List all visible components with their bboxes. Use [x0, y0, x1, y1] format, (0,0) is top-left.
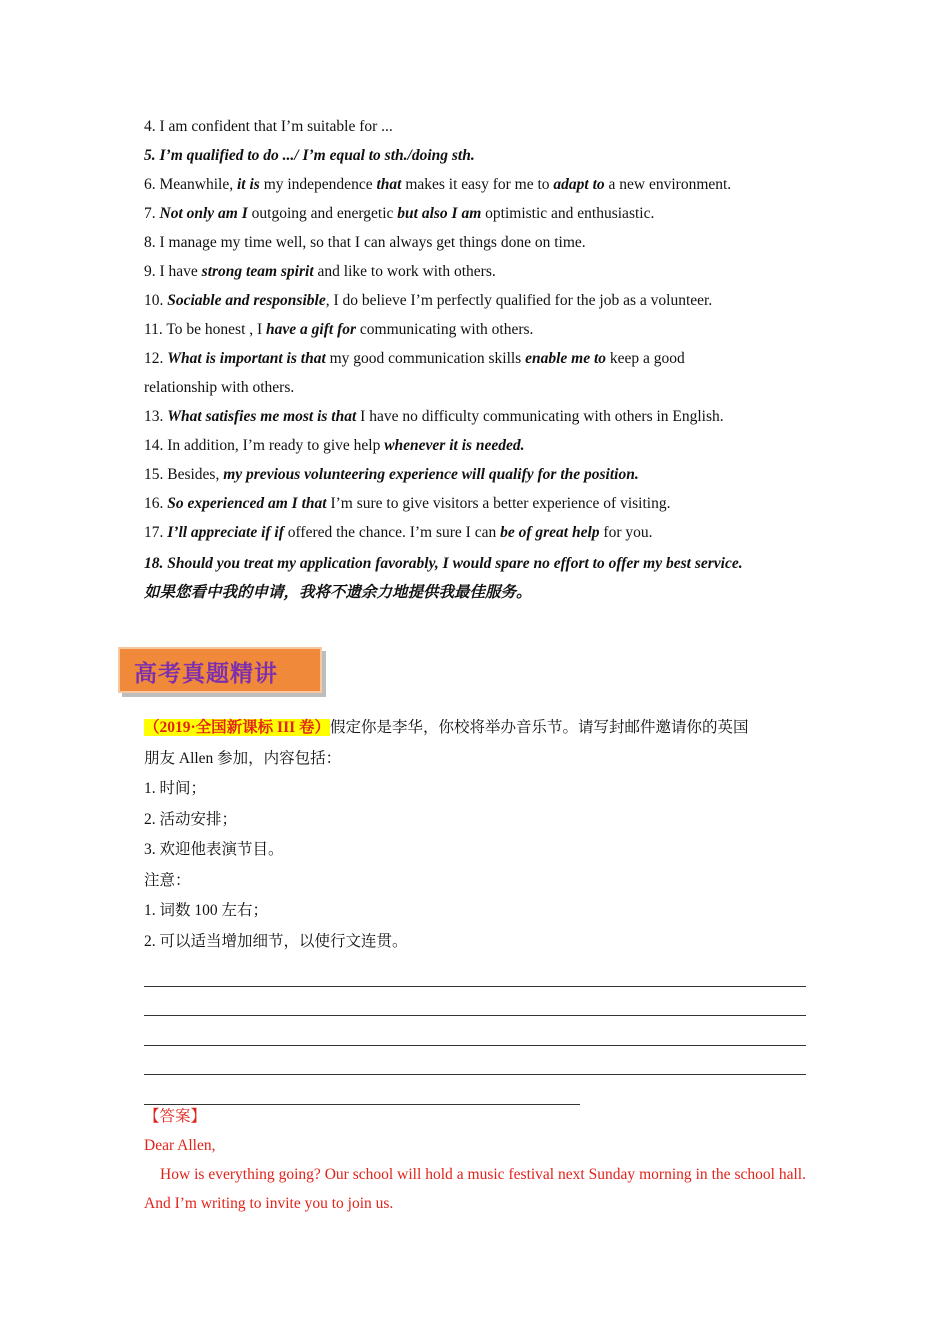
blank-line — [144, 1016, 806, 1046]
task-source-highlight: （2019·全国新课标 III 卷） — [144, 719, 331, 736]
section-banner-box — [118, 647, 322, 693]
answer-body: How is everything going? Our school will hold a music festival next Sunday morning in the school hall. And I’m writing to invite you to join us. — [144, 1166, 806, 1212]
sentence-17: 17. I’ll appreciate if if offered the chance. I’m sure I can be of great help for you. — [144, 524, 653, 541]
task-item-1: 1. 时间； — [144, 780, 207, 797]
sentence-11: 11. To be honest , I have a gift for communicating with others. — [144, 321, 534, 338]
sentence-12-cont: relationship with others. — [144, 379, 295, 396]
section-title: 高考真题精讲 — [134, 661, 278, 687]
sentence-8: 8. I manage my time well, so that I can always get things done on time. — [144, 234, 586, 251]
task-prompt: （2019·全国新课标 III 卷）假定你是李华，你校将举办音乐节。请写封邮件邀请你的英国 — [144, 719, 749, 736]
blank-line-short — [144, 1075, 580, 1105]
task-note-2: 2. 可以适当增加细节，以使行文连贯。 — [144, 932, 408, 950]
sentence-5: 5. I’m qualified to do .../ I’m equal to sth./doing sth. — [144, 147, 475, 164]
sentence-12: 12. What is important is that my good communication skills enable me to keep a good — [144, 350, 685, 367]
section-banner — [118, 647, 322, 693]
task-item-2: 2. 活动安排； — [144, 810, 238, 828]
sentence-18: 18. Should you treat my application favorably, I would spare no effort to offer my best service. — [144, 555, 743, 572]
sentence-9: 9. I have strong team spirit and like to work with others. — [144, 263, 496, 280]
writing-task — [144, 713, 806, 1105]
sentence-6: 6. Meanwhile, it is my independence that makes it easy for me to adapt to a new environment. — [144, 176, 732, 193]
sentence-15: 15. Besides, my previous volunteering experience will qualify for the position. — [144, 466, 639, 483]
blank-line — [144, 987, 806, 1017]
sentence-14: 14. In addition, I’m ready to give help whenever it is needed. — [144, 437, 525, 454]
sentence-4: 4. I am confident that I’m suitable for ... — [144, 118, 393, 135]
sentence-16: 16. So experienced am I that I’m sure to give visitors a better experience of visiting. — [144, 495, 671, 512]
sentence-18-translation: 如果您看中我的申请，我将不遗余力地提供我最佳服务。 — [144, 584, 532, 601]
task-note-label: 注意： — [144, 871, 191, 889]
sentence-13: 13. What satisfies me most is that I have no difficulty communicating with others in English. — [144, 408, 724, 425]
answer-blank-lines — [144, 957, 806, 1105]
blank-line — [144, 957, 806, 987]
task-item-3: 3. 欢迎他表演节目。 — [144, 841, 284, 858]
task-note-1: 1. 词数 100 左右； — [144, 902, 269, 919]
sentence-7: 7. Not only am I outgoing and energetic but also I am optimistic and enthusiastic. — [144, 205, 655, 222]
answer-label: 【答案】 — [144, 1108, 207, 1125]
blank-line — [144, 1046, 806, 1076]
task-prompt-cont: 朋友 Allen 参加，内容包括： — [144, 749, 342, 767]
answer-greeting: Dear Allen, — [144, 1137, 216, 1154]
phrase-list — [144, 112, 806, 608]
answer-section — [144, 1102, 806, 1218]
sentence-10: 10. Sociable and responsible, I do believe I’m perfectly qualified for the job as a volunteer. — [144, 292, 713, 309]
